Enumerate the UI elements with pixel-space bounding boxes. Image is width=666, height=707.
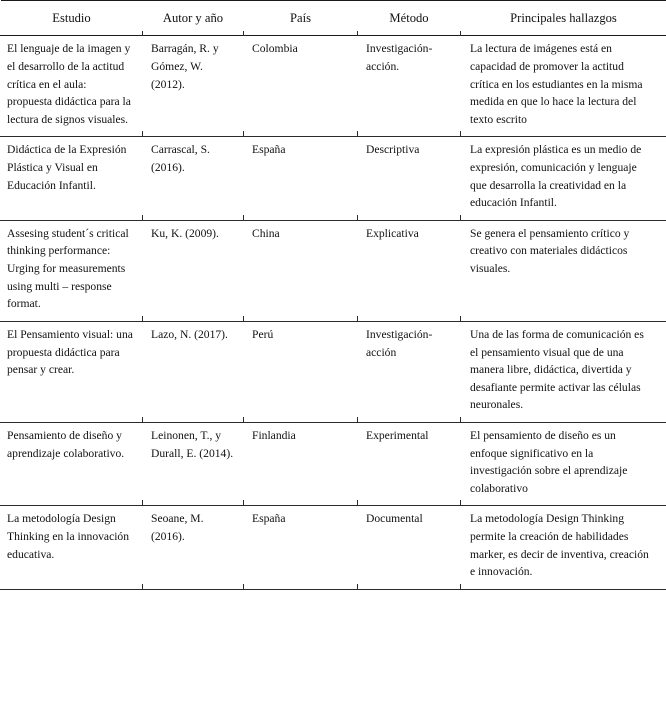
cell-text-metodo: Descriptiva <box>366 143 420 157</box>
header-row <box>1 1 666 36</box>
cell-text-hallazgos: Una de las forma de comunicación es el pensamiento visual que de una manera libre, didáctica, divertida y desafiante permite activar las células neuronales. <box>470 327 644 412</box>
cell-autor <box>143 321 244 422</box>
cell-text-autor: Seoane, M. (2016). <box>151 512 204 543</box>
cell-text-estudio: El Pensamiento visual: una propuesta didáctica para pensar y crear. <box>7 327 133 377</box>
cell-hallazgos <box>461 137 666 220</box>
cell-hallazgos <box>461 506 666 589</box>
cell-text-pais: Colombia <box>252 42 298 56</box>
cell-autor <box>143 220 244 321</box>
cell-metodo <box>358 220 461 321</box>
cell-metodo <box>358 36 461 137</box>
cell-text-pais: Perú <box>252 327 274 341</box>
cell-text-estudio: Pensamiento de diseño y aprendizaje colaborativo. <box>7 428 125 460</box>
cell-pais <box>244 321 358 422</box>
cell-text-estudio: La metodología Design Thinking en la innovación educativa. <box>7 512 130 561</box>
cell-pais <box>244 422 358 505</box>
cell-text-autor: Barragán, R. y Gómez, W. (2012). <box>151 42 219 91</box>
table-row <box>1 321 666 422</box>
cell-text-metodo: Experimental <box>366 428 429 442</box>
cell-text-pais: China <box>252 226 280 240</box>
cell-hallazgos <box>461 422 666 505</box>
cell-text-autor: Carrascal, S. (2016). <box>151 143 210 175</box>
cell-text-estudio: Didáctica de la Expresión Plástica y Visual en Educación Infantil. <box>7 143 127 192</box>
cell-text-hallazgos: La metodología Design Thinking permite la creación de habilidades marker, es decir de inventiva, creación e innovación. <box>470 512 649 579</box>
cell-text-hallazgos: La expresión plástica es un medio de expresión, comunicación y lenguaje que desarrolla la creatividad en la educación Infantil. <box>470 143 642 210</box>
table-row <box>1 422 666 505</box>
cell-hallazgos <box>461 321 666 422</box>
cell-text-autor: Leinonen, T., y Durall, E. (2014). <box>151 428 234 460</box>
cell-text-pais: España <box>252 512 286 526</box>
table-header <box>1 1 666 36</box>
table-row <box>1 137 666 220</box>
cell-autor <box>143 137 244 220</box>
cell-text-metodo: Investigación-acción. <box>366 42 433 73</box>
cell-text-pais: España <box>252 143 286 157</box>
column-header-metodo: Método <box>358 1 461 36</box>
cell-hallazgos <box>461 36 666 137</box>
cell-hallazgos <box>461 220 666 321</box>
cell-autor <box>143 506 244 589</box>
cell-pais <box>244 137 358 220</box>
cell-pais <box>244 220 358 321</box>
cell-autor <box>143 36 244 137</box>
table-row <box>1 36 666 137</box>
cell-metodo <box>358 506 461 589</box>
cell-metodo <box>358 137 461 220</box>
cell-pais <box>244 506 358 589</box>
cell-metodo <box>358 321 461 422</box>
cell-text-hallazgos: El pensamiento de diseño es un enfoque significativo en la investigación sobre el aprendizaje colaborativo <box>470 428 628 495</box>
cell-estudio <box>1 36 143 137</box>
table-row <box>1 220 666 321</box>
cell-estudio <box>1 506 143 589</box>
cell-text-metodo: Documental <box>366 512 423 526</box>
cell-text-estudio: El lenguaje de la imagen y el desarrollo de la actitud crítica en el aula: propuesta didáctica para la lectura de signos visuales. <box>7 42 131 126</box>
column-header-pais: País <box>244 1 358 36</box>
cell-estudio <box>1 422 143 505</box>
column-header-estudio: Estudio <box>1 1 143 36</box>
cell-autor <box>143 422 244 505</box>
cell-text-metodo: Investigación-acción <box>366 327 433 359</box>
cell-estudio <box>1 137 143 220</box>
cell-estudio <box>1 220 143 321</box>
cell-text-metodo: Explicativa <box>366 226 419 240</box>
cell-text-hallazgos: La lectura de imágenes está en capacidad de promover la actitud crítica en los estudiantes en la misma medida en que lo hace la lectura del texto escrito <box>470 42 643 126</box>
table-row <box>1 506 666 589</box>
cell-metodo <box>358 422 461 505</box>
cell-text-pais: Finlandia <box>252 428 296 442</box>
column-header-hallazgos: Principales hallazgos <box>461 1 666 36</box>
cell-text-autor: Ku, K. (2009). <box>151 226 219 240</box>
cell-text-autor: Lazo, N. (2017). <box>151 327 228 341</box>
table-body <box>1 36 666 589</box>
cell-text-estudio: Assesing student´s critical thinking performance: Urging for measurements using multi – response format. <box>7 226 129 311</box>
cell-estudio <box>1 321 143 422</box>
cell-text-hallazgos: Se genera el pensamiento crítico y creativo con materiales didácticos visuales. <box>470 226 630 276</box>
column-header-autor-ano: Autor y año <box>143 1 244 36</box>
cell-pais <box>244 36 358 137</box>
